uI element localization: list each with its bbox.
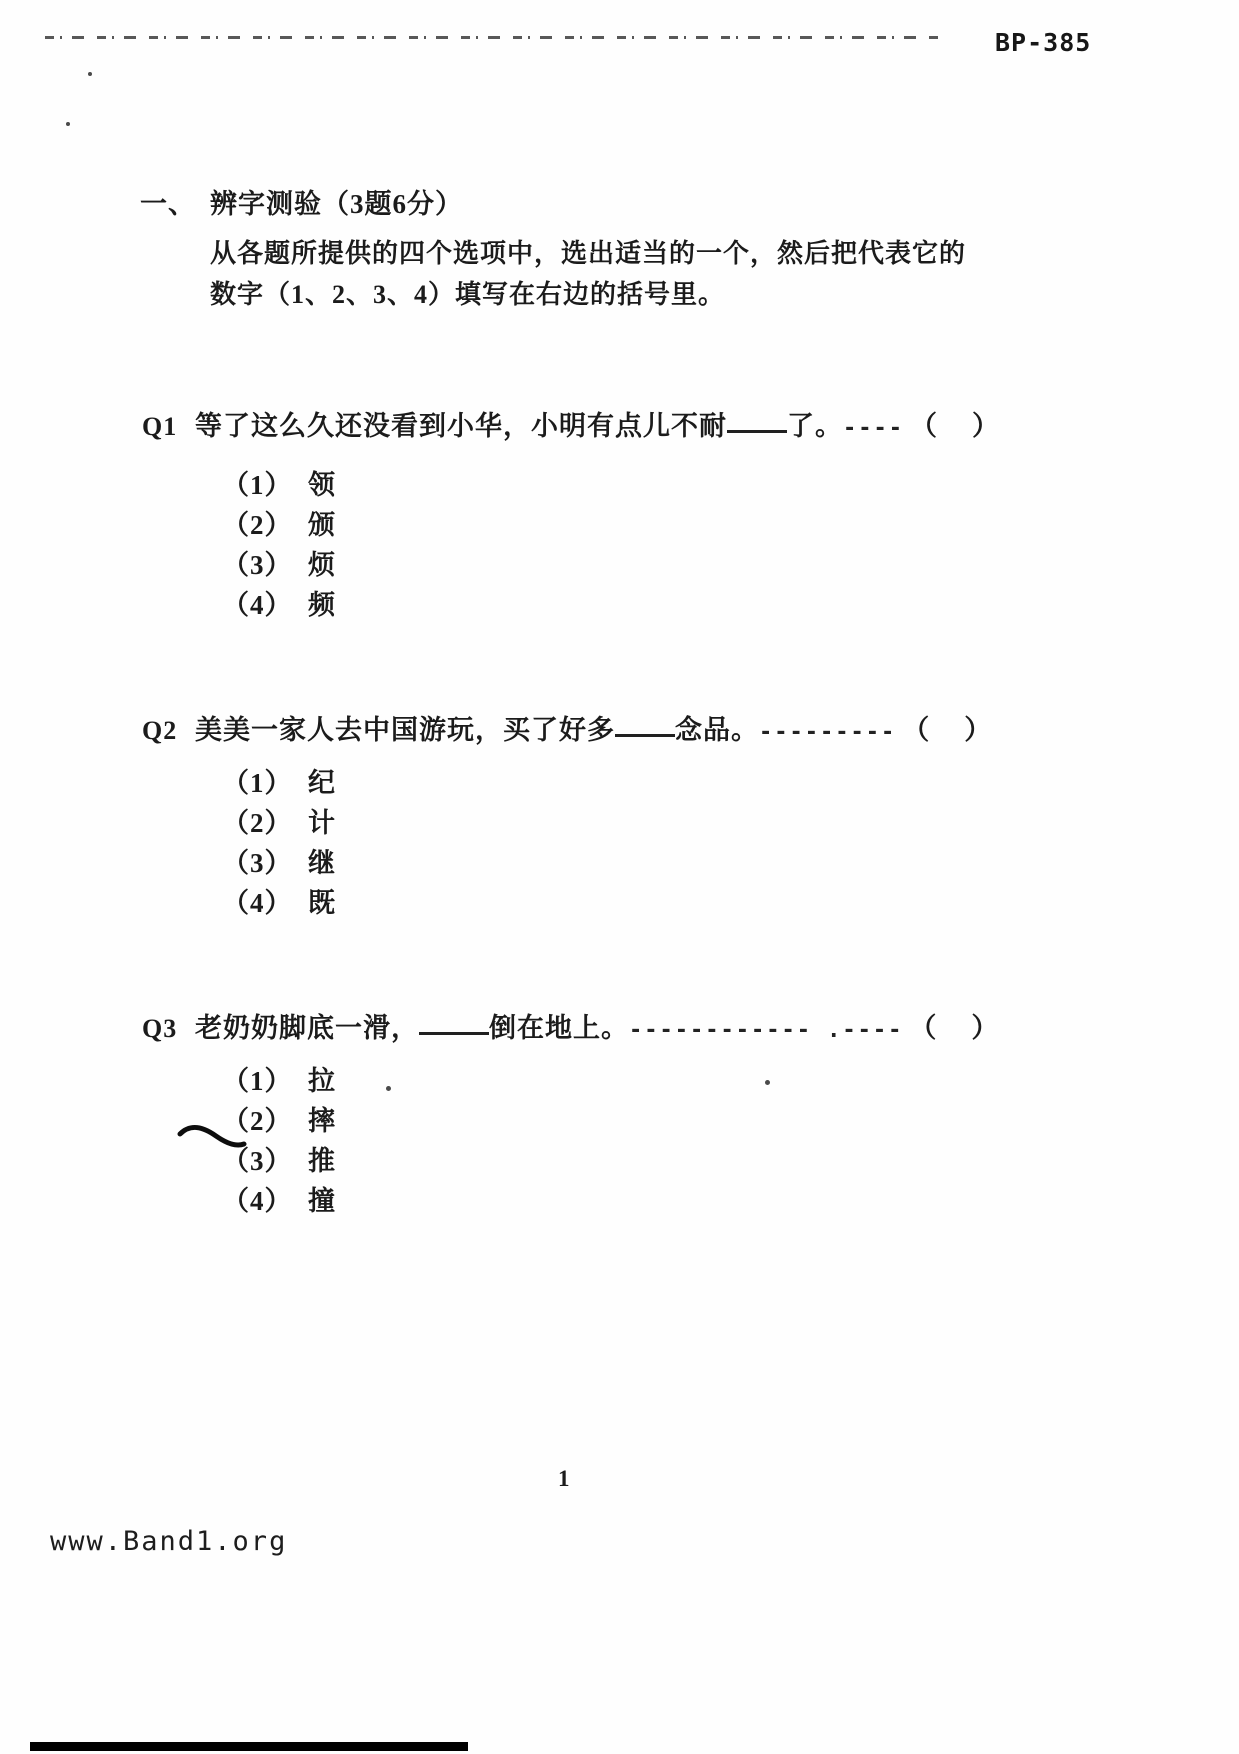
- option-row: [222, 841, 992, 881]
- answer-bracket: （ ）: [909, 411, 1003, 441]
- question-text-after-blank: 倒在地上。: [489, 1013, 629, 1043]
- option-number: （4）: [222, 1186, 293, 1216]
- section-number: 一、: [140, 189, 196, 219]
- handwritten-pen-mark: [176, 1122, 248, 1156]
- option-row: [222, 1099, 992, 1139]
- option-number: （3）: [222, 550, 293, 580]
- section-title: 辨字测验（3题6分）: [210, 189, 463, 219]
- answer-leader-dashes: ------------ .----: [629, 1018, 904, 1043]
- option-number: （1）: [222, 768, 293, 798]
- answer-leader-dashes: ----: [843, 416, 904, 441]
- option-number: （1）: [222, 470, 293, 500]
- option-character: 拉: [308, 1066, 336, 1096]
- option-character: 既: [308, 888, 336, 918]
- answer-bracket: （ ）: [909, 1013, 1003, 1043]
- scan-dashed-line: [45, 36, 940, 39]
- option-character: 摔: [308, 1106, 336, 1136]
- question-text-after-blank: 念品。: [675, 715, 759, 745]
- question-text-before-blank: 等了这么久还没看到小华，小明有点儿不耐: [195, 411, 727, 441]
- option-number: （2）: [222, 1106, 293, 1136]
- option-number: （4）: [222, 888, 293, 918]
- option-character: 频: [308, 590, 336, 620]
- option-row: [222, 583, 992, 623]
- option-character: 继: [308, 848, 336, 878]
- option-row: [222, 761, 992, 801]
- question-text-before-blank: 老奶奶脚底一滑，: [195, 1013, 419, 1043]
- option-row: [222, 801, 992, 841]
- option-number: （1）: [222, 1066, 293, 1096]
- fill-in-blank-line: [419, 1029, 489, 1035]
- question-text-after-blank: 了。: [787, 411, 843, 441]
- question-q1: [142, 404, 1003, 623]
- question-q2: [142, 708, 996, 921]
- option-row: [222, 543, 992, 583]
- option-row: [222, 1139, 992, 1179]
- question-text-before-blank: 美美一家人去中国游玩，买了好多: [195, 715, 615, 745]
- answer-leader-dashes: ---------: [759, 720, 897, 745]
- option-number: （2）: [222, 510, 293, 540]
- option-character: 领: [308, 470, 336, 500]
- option-list: [222, 463, 992, 623]
- option-number: （4）: [222, 590, 293, 620]
- instruction-line-1: 从各题所提供的四个选项中，选出适当的一个，然后把代表它的: [210, 239, 967, 268]
- option-row: [222, 1059, 992, 1099]
- fill-in-blank-line: [727, 427, 787, 433]
- option-character: 计: [308, 808, 336, 838]
- option-row: [222, 463, 992, 503]
- question-label: Q1: [142, 412, 178, 441]
- question-label: Q2: [142, 716, 178, 745]
- ink-speck: [88, 72, 92, 76]
- section-one: [140, 182, 1080, 315]
- scan-bottom-bar: [30, 1742, 468, 1751]
- option-character: 纪: [308, 768, 336, 798]
- option-character: 推: [308, 1146, 336, 1176]
- section-instructions: [210, 233, 1080, 315]
- instruction-line-2: 数字（1、2、3、4）填写在右边的括号里。: [210, 280, 726, 309]
- option-character: 撞: [308, 1186, 336, 1216]
- option-character: 颁: [308, 510, 336, 540]
- option-list: [222, 761, 992, 921]
- doc-code: BP-385: [995, 28, 1092, 57]
- question-q3: [142, 1006, 1003, 1219]
- option-character: 烦: [308, 550, 336, 580]
- option-number: （3）: [222, 848, 293, 878]
- option-list: [222, 1059, 992, 1219]
- option-number: （3）: [222, 1146, 293, 1176]
- answer-bracket: （ ）: [902, 715, 996, 745]
- ink-speck: [66, 122, 70, 126]
- option-row: [222, 881, 992, 921]
- site-watermark: www.Band1.org: [50, 1526, 288, 1557]
- question-label: Q3: [142, 1014, 178, 1043]
- option-number: （2）: [222, 808, 293, 838]
- option-row: [222, 1179, 992, 1219]
- option-row: [222, 503, 992, 543]
- page-number: 1: [558, 1466, 570, 1491]
- fill-in-blank-line: [615, 731, 675, 737]
